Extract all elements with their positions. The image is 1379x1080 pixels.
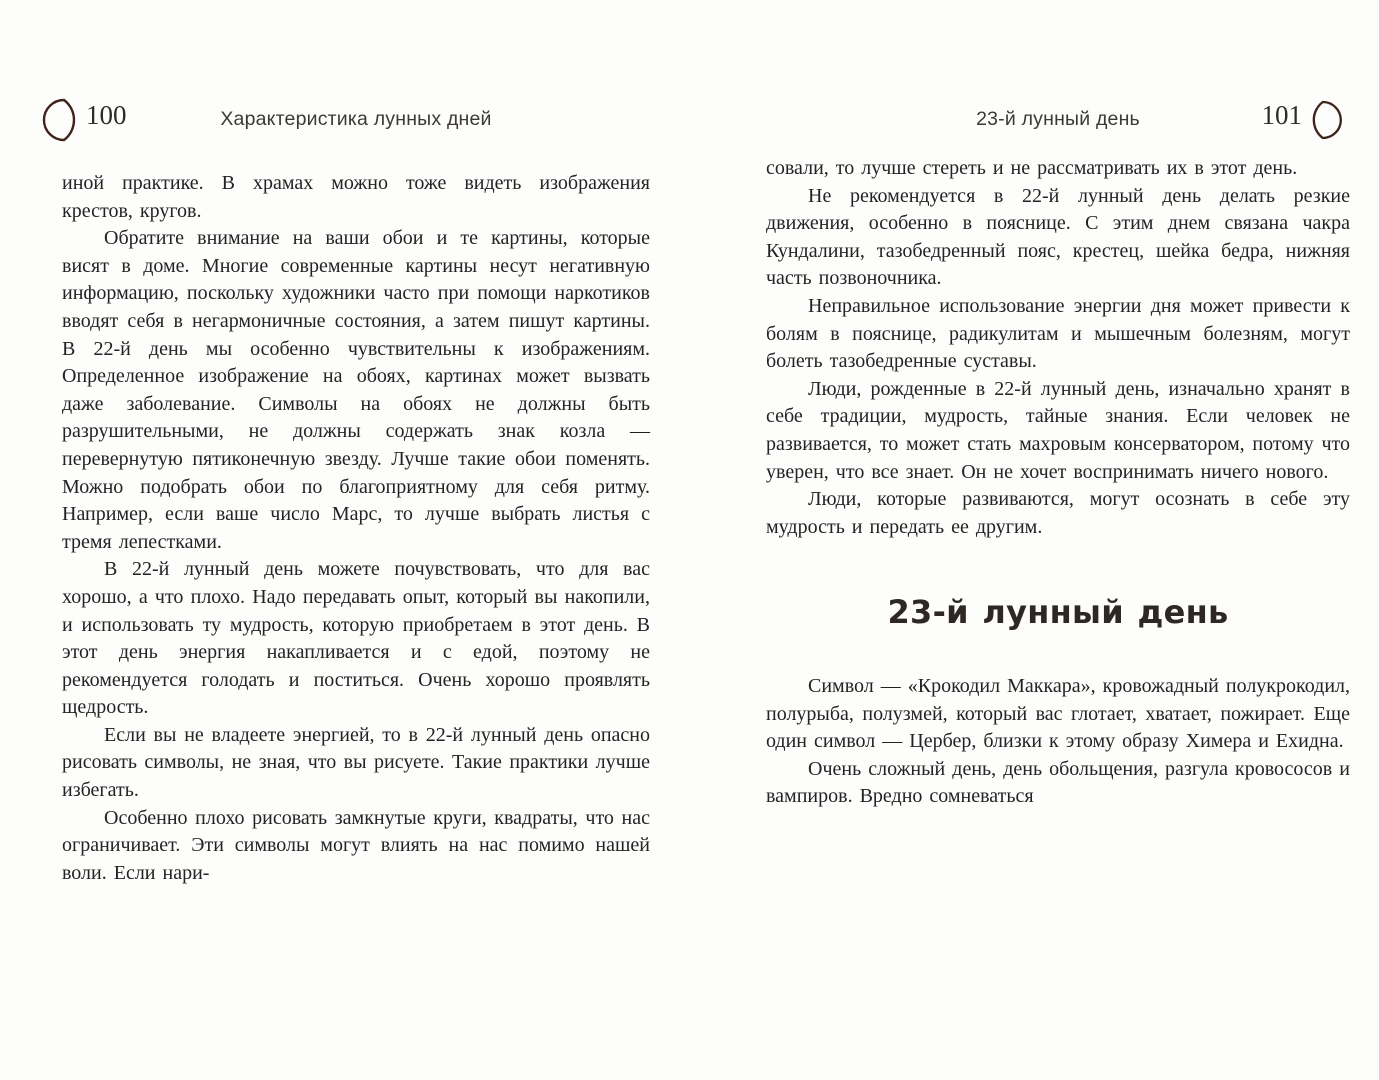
paragraph: Очень сложный день, день обольщения, разгула кровососов и вампиров. Вредно сомневаться [766,757,1350,808]
right-page [766,0,1350,1080]
page-number: 101 [1261,100,1302,130]
running-head: Характеристика лунных дней [220,108,492,130]
right-page-body-top [766,155,1350,541]
page-number: 100 [86,100,127,130]
right-page-body [766,155,1350,811]
left-page-header [62,98,650,148]
paragraph: Не рекомендуется в 22-й лунный день делать резкие движения, особенно в пояснице. С этим днем связана чакра Кундалини, тазобедренный пояс, крестец, шейка бедра, нижняя часть позвоночника. [766,184,1350,290]
paragraph: В 22-й лунный день можете почувствовать, что для вас хорошо, а что плохо. Надо передавать опыт, который вы накопили, и использовать ту мудрость, которую приобретаем в этот день. В этот день энергия накапливается и с едой, поэтому не рекомендуется голодать и поститься. Очень хорошо проявлять щедрость. [62,558,650,719]
right-page-header [766,98,1350,148]
crescent-moon-right-icon [1312,92,1348,153]
paragraph: Неправильное использование энергии дня может привести к болям в пояснице, радикулитам и мышечным болезням, могут болеть тазобедренные суставы. [766,294,1350,373]
paragraph: совали, то лучше стереть и не рассматривать их в этот день. [766,157,1298,179]
running-head: 23-й лунный день [976,108,1140,130]
paragraph: Особенно плохо рисовать замкнутые круги, квадраты, что нас ограничивает. Эти символы могут влиять на нас помимо нашей воли. Если нари- [62,806,650,884]
paragraph: Обратите внимание на ваши обои и те картины, которые висят в доме. Многие современные картины несут негативную информацию, поскольку художники часто при помощи наркотиков вводят себя в негармоничные состояния, а затем пишут картины. В 22-й день мы особенно чувствительны к изображениям. Определенное изображение на обоях, картинах может вызвать даже заболевание. Символы на обоях не должны быть разрушительными, не должны содержать знак козла — перевернутую пятиконечную звезду. Лучше такие обои поменять. Можно подобрать обои по благоприятному для себя ритму. Например, если ваше число Марс, то лучше выбрать листья с тремя лепестками. [62,227,650,553]
left-page-body [62,170,650,887]
paragraph: Если вы не владеете энергией, то в 22-й лунный день опасно рисовать символы, не зная, что вы рисуете. Такие практики лучше избегать. [62,723,650,802]
right-page-body-bottom [766,673,1350,811]
left-page [62,0,650,1080]
paragraph: Люди, которые развиваются, могут осознать в себе эту мудрость и передать ее другим. [766,488,1350,538]
section-heading: 23-й лунный день [887,593,1229,632]
paragraph: Символ — «Крокодил Маккара», кровожадный полукрокодил, полурыба, полузмей, который вас глотает, хватает, пожирает. Еще один символ — Цербер, близки к этому образу Химера и Ехидна. [766,674,1350,753]
paragraph: Люди, рожденные в 22-й лунный день, изначально хранят в себе традиции, мудрость, тайные знания. Если человек не развивается, то может стать махровым консерватором, потому что уверен, что все знает. Он не хочет воспринимать ничего нового. [766,377,1350,483]
paragraph: иной практике. В храмах можно тоже видеть изображения крестов, кругов. [62,172,650,222]
